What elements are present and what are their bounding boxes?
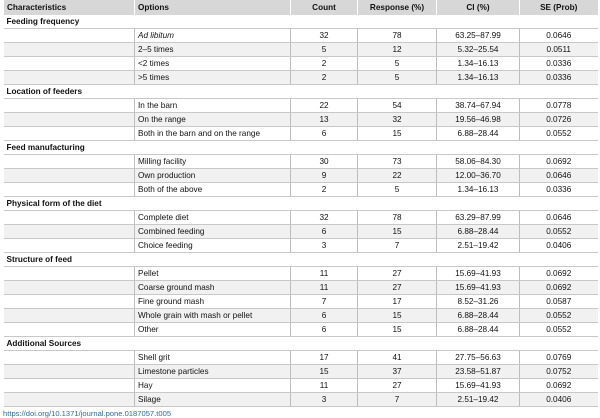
ci-cell: 6.88–28.44: [437, 127, 520, 141]
characteristics-cell: [4, 309, 135, 323]
option-cell: Hay: [135, 379, 291, 393]
ci-cell: 15.69–41.93: [437, 281, 520, 295]
se-cell: 0.0778: [520, 99, 598, 113]
option-cell: >5 times: [135, 71, 291, 85]
response-cell: 7: [358, 239, 437, 253]
ci-cell: 15.69–41.93: [437, 379, 520, 393]
count-cell: 32: [291, 211, 358, 225]
response-cell: 73: [358, 155, 437, 169]
option-cell: Whole grain with mash or pellet: [135, 309, 291, 323]
ci-cell: 23.58–51.87: [437, 365, 520, 379]
table-row: [4, 43, 598, 57]
header-characteristics: Characteristics: [4, 0, 135, 15]
characteristics-cell: [4, 239, 135, 253]
response-cell: 54: [358, 99, 437, 113]
response-cell: 32: [358, 113, 437, 127]
characteristics-cell: [4, 379, 135, 393]
response-cell: 27: [358, 267, 437, 281]
ci-cell: 63.25–87.99: [437, 29, 520, 43]
characteristics-cell: [4, 43, 135, 57]
table-row: [4, 379, 598, 393]
option-cell: 2–5 times: [135, 43, 291, 57]
se-cell: 0.0646: [520, 29, 598, 43]
option-cell: Milling facility: [135, 155, 291, 169]
se-cell: 0.0587: [520, 295, 598, 309]
ci-cell: 58.06–84.30: [437, 155, 520, 169]
table-row: [4, 155, 598, 169]
se-cell: 0.0552: [520, 309, 598, 323]
se-cell: 0.0336: [520, 71, 598, 85]
characteristics-cell: [4, 323, 135, 337]
table-row: [4, 365, 598, 379]
group-row: [4, 253, 598, 267]
option-cell: On the range: [135, 113, 291, 127]
option-cell: Coarse ground mash: [135, 281, 291, 295]
characteristics-cell: [4, 225, 135, 239]
table-row: [4, 267, 598, 281]
characteristics-cell: [4, 99, 135, 113]
response-cell: 5: [358, 183, 437, 197]
response-cell: 15: [358, 309, 437, 323]
group-title: Structure of feed: [4, 253, 598, 267]
header-ci: CI (%): [437, 0, 520, 15]
response-cell: 41: [358, 351, 437, 365]
characteristics-cell: [4, 127, 135, 141]
se-cell: 0.0752: [520, 365, 598, 379]
characteristics-cell: [4, 365, 135, 379]
se-cell: 0.0406: [520, 393, 598, 407]
response-cell: 22: [358, 169, 437, 183]
ci-cell: 19.56–46.98: [437, 113, 520, 127]
characteristics-cell: [4, 71, 135, 85]
table-row: [4, 183, 598, 197]
option-cell: Combined feeding: [135, 225, 291, 239]
response-cell: 5: [358, 57, 437, 71]
characteristics-cell: [4, 295, 135, 309]
table-row: [4, 211, 598, 225]
count-cell: 11: [291, 267, 358, 281]
ci-cell: 27.75–56.63: [437, 351, 520, 365]
option-cell: Complete diet: [135, 211, 291, 225]
count-cell: 2: [291, 71, 358, 85]
characteristics-cell: [4, 393, 135, 407]
count-cell: 13: [291, 113, 358, 127]
characteristics-cell: [4, 267, 135, 281]
response-cell: 27: [358, 281, 437, 295]
option-cell: Both in the barn and on the range: [135, 127, 291, 141]
count-cell: 11: [291, 379, 358, 393]
count-cell: 30: [291, 155, 358, 169]
count-cell: 3: [291, 239, 358, 253]
response-cell: 27: [358, 379, 437, 393]
ci-cell: 1.34–16.13: [437, 57, 520, 71]
characteristics-cell: [4, 281, 135, 295]
response-cell: 15: [358, 323, 437, 337]
table-row: [4, 281, 598, 295]
count-cell: 22: [291, 99, 358, 113]
count-cell: 2: [291, 57, 358, 71]
count-cell: 32: [291, 29, 358, 43]
doi-link[interactable]: https://doi.org/10.1371/journal.pone.0187057.t005: [3, 409, 172, 418]
group-title: Additional Sources: [4, 337, 598, 351]
se-cell: 0.0511: [520, 43, 598, 57]
se-cell: 0.0726: [520, 113, 598, 127]
ci-cell: 6.88–28.44: [437, 323, 520, 337]
count-cell: 5: [291, 43, 358, 57]
count-cell: 6: [291, 225, 358, 239]
table-row: [4, 127, 598, 141]
table-row: [4, 99, 598, 113]
se-cell: 0.0552: [520, 225, 598, 239]
response-cell: 78: [358, 211, 437, 225]
characteristics-cell: [4, 155, 135, 169]
count-cell: 6: [291, 127, 358, 141]
table-row: [4, 169, 598, 183]
characteristics-cell: [4, 113, 135, 127]
characteristics-cell: [4, 57, 135, 71]
group-row: [4, 141, 598, 155]
group-row: [4, 337, 598, 351]
count-cell: 15: [291, 365, 358, 379]
se-cell: 0.0336: [520, 57, 598, 71]
table-row: [4, 295, 598, 309]
count-cell: 11: [291, 281, 358, 295]
option-cell: Shell grit: [135, 351, 291, 365]
header-response: Response (%): [358, 0, 437, 15]
response-cell: 78: [358, 29, 437, 43]
count-cell: 3: [291, 393, 358, 407]
se-cell: 0.0406: [520, 239, 598, 253]
group-title: Physical form of the diet: [4, 197, 598, 211]
header-row: [4, 0, 598, 15]
option-cell: In the barn: [135, 99, 291, 113]
response-cell: 37: [358, 365, 437, 379]
table-row: [4, 393, 598, 407]
option-cell: Other: [135, 323, 291, 337]
se-cell: 0.0336: [520, 183, 598, 197]
group-row: [4, 197, 598, 211]
ci-cell: 12.00–36.70: [437, 169, 520, 183]
table-body: [4, 15, 598, 407]
option-cell: Pellet: [135, 267, 291, 281]
characteristics-cell: [4, 183, 135, 197]
group-title: Feed manufacturing: [4, 141, 598, 155]
group-row: [4, 15, 598, 29]
table-row: [4, 57, 598, 71]
characteristics-cell: [4, 29, 135, 43]
data-table: [3, 0, 598, 407]
option-cell: Fine ground mash: [135, 295, 291, 309]
response-cell: 17: [358, 295, 437, 309]
table-row: [4, 113, 598, 127]
option-cell: <2 times: [135, 57, 291, 71]
header-options: Options: [135, 0, 291, 15]
se-cell: 0.0692: [520, 379, 598, 393]
ci-cell: 6.88–28.44: [437, 225, 520, 239]
se-cell: 0.0692: [520, 267, 598, 281]
ci-cell: 63.29–87.99: [437, 211, 520, 225]
option-cell: Choice feeding: [135, 239, 291, 253]
count-cell: 6: [291, 323, 358, 337]
ci-cell: 5.32–25.54: [437, 43, 520, 57]
se-cell: 0.0646: [520, 211, 598, 225]
count-cell: 6: [291, 309, 358, 323]
option-cell: Own production: [135, 169, 291, 183]
ci-cell: 1.34–16.13: [437, 183, 520, 197]
ci-cell: 8.52–31.26: [437, 295, 520, 309]
se-cell: 0.0769: [520, 351, 598, 365]
se-cell: 0.0552: [520, 127, 598, 141]
ci-cell: 15.69–41.93: [437, 267, 520, 281]
table-container: [3, 0, 597, 418]
response-cell: 7: [358, 393, 437, 407]
group-title: Feeding frequency: [4, 15, 598, 29]
table-row: [4, 225, 598, 239]
characteristics-cell: [4, 169, 135, 183]
characteristics-cell: [4, 211, 135, 225]
ci-cell: 2.51–19.42: [437, 393, 520, 407]
se-cell: 0.0692: [520, 281, 598, 295]
response-cell: 15: [358, 225, 437, 239]
table-row: [4, 309, 598, 323]
ci-cell: 38.74–67.94: [437, 99, 520, 113]
ci-cell: 1.34–16.13: [437, 71, 520, 85]
count-cell: 2: [291, 183, 358, 197]
response-cell: 5: [358, 71, 437, 85]
group-row: [4, 85, 598, 99]
table-row: [4, 71, 598, 85]
table-row: [4, 351, 598, 365]
count-cell: 9: [291, 169, 358, 183]
header-se: SE (Prob): [520, 0, 598, 15]
table-row: [4, 239, 598, 253]
response-cell: 15: [358, 127, 437, 141]
option-cell: Limestone particles: [135, 365, 291, 379]
se-cell: 0.0692: [520, 155, 598, 169]
option-cell: Both of the above: [135, 183, 291, 197]
ci-cell: 2.51–19.42: [437, 239, 520, 253]
count-cell: 17: [291, 351, 358, 365]
count-cell: 7: [291, 295, 358, 309]
group-title: Location of feeders: [4, 85, 598, 99]
header-count: Count: [291, 0, 358, 15]
se-cell: 0.0646: [520, 169, 598, 183]
option-cell: Ad libitum: [135, 29, 291, 43]
characteristics-cell: [4, 351, 135, 365]
response-cell: 12: [358, 43, 437, 57]
option-cell: Silage: [135, 393, 291, 407]
table-row: [4, 29, 598, 43]
ci-cell: 6.88–28.44: [437, 309, 520, 323]
se-cell: 0.0552: [520, 323, 598, 337]
table-row: [4, 323, 598, 337]
